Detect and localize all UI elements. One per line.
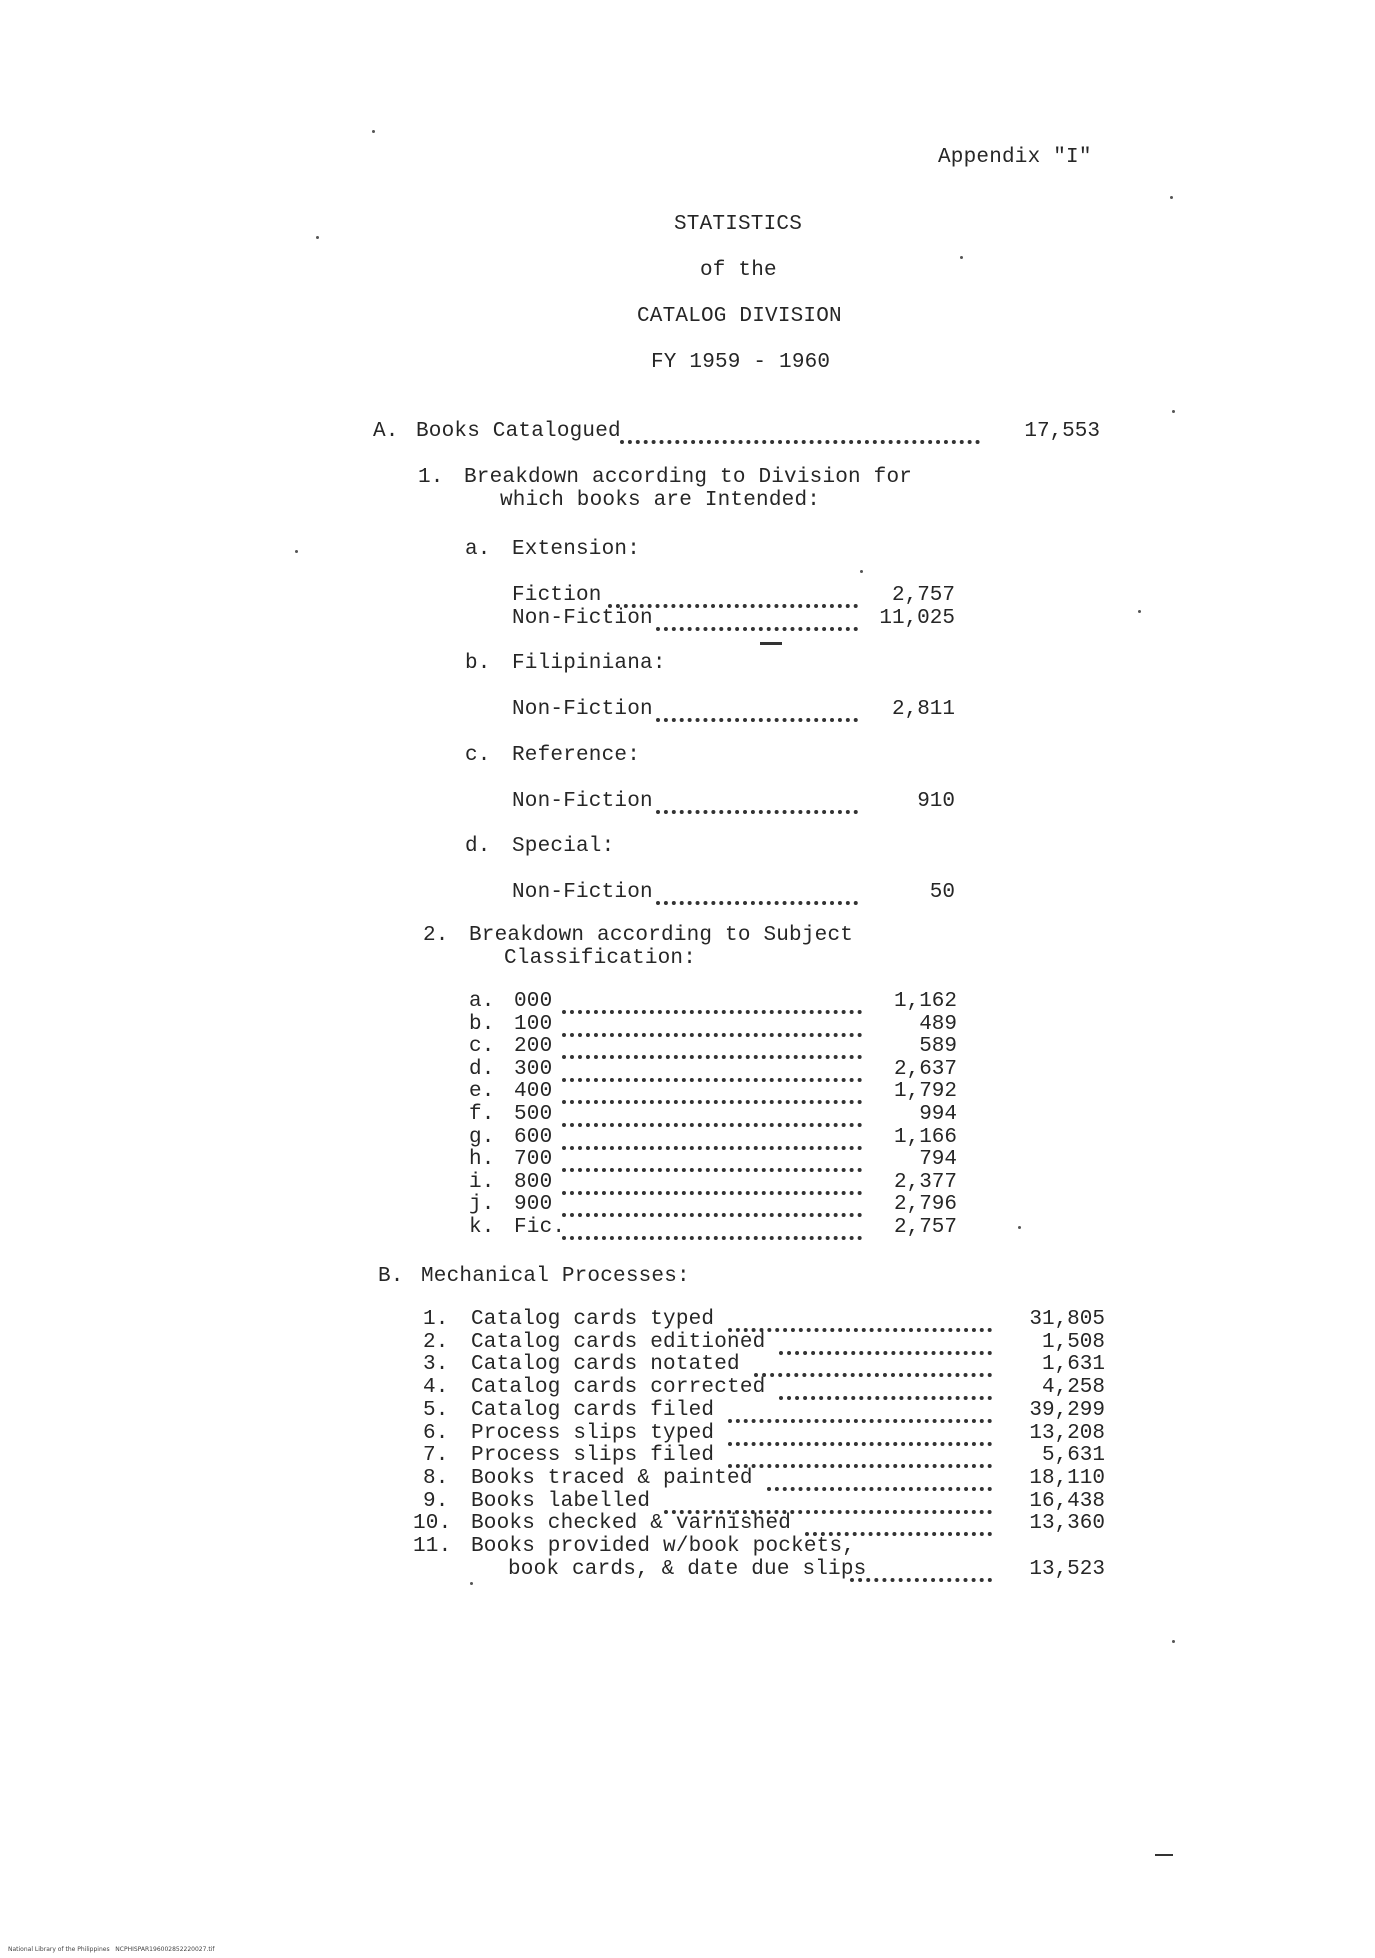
scan-speck	[1170, 196, 1173, 199]
group-item-value: 11,025	[879, 607, 955, 630]
group-item-leader	[656, 790, 858, 814]
subject-value: 2,796	[893, 1193, 957, 1217]
subject-letter: h.	[469, 1148, 495, 1172]
subject-letter: a.	[469, 990, 495, 1013]
group-name: Reference:	[512, 744, 641, 767]
process-value: 1,508	[1041, 1330, 1105, 1354]
appendix-label: Appendix "I"	[938, 146, 1092, 169]
process-label-line2: book cards, & date due slips	[508, 1558, 867, 1581]
subject-letter: j.	[469, 1193, 495, 1217]
subject-leader	[562, 990, 862, 1014]
process-label: Books provided w/book pockets,	[471, 1535, 856, 1558]
subject-label: 600	[514, 1125, 553, 1149]
process-leader	[779, 1376, 992, 1400]
subject-leader	[562, 1103, 862, 1127]
subject-value: 1,792	[893, 1080, 957, 1104]
part2-heading-1: Breakdown according to Subject	[469, 924, 854, 947]
process-leader	[754, 1353, 992, 1377]
group-item-value: 910	[917, 790, 955, 813]
process-label: Process slips typed	[471, 1421, 715, 1445]
process-value: 5,631	[1041, 1444, 1105, 1468]
footer-caption: National Library of the Philippines NCPHISPAR196002852220027.tif	[8, 1946, 215, 1953]
process-label: Catalog cards typed	[471, 1308, 715, 1331]
subject-letter: f.	[469, 1103, 495, 1126]
subject-value: 794	[919, 1148, 957, 1172]
subject-value: 1,162	[893, 990, 957, 1013]
process-label: Books labelled	[471, 1489, 651, 1513]
process-number: 9.	[423, 1489, 449, 1513]
group-letter: c.	[465, 744, 491, 767]
scan-speck	[1172, 1640, 1175, 1643]
subject-letter: c.	[469, 1035, 495, 1059]
process-leader	[767, 1467, 992, 1491]
process-value: 18,110	[1029, 1466, 1105, 1490]
part2-number: 2.	[423, 924, 449, 947]
process-number: 1.	[423, 1308, 449, 1331]
process-number: 11.	[413, 1535, 452, 1558]
group-letter: d.	[465, 835, 491, 858]
subject-value: 589	[919, 1035, 957, 1059]
subject-label: 300	[514, 1057, 553, 1081]
subject-label: 200	[514, 1035, 553, 1059]
group-item-leader	[656, 607, 858, 631]
process-leader	[728, 1308, 992, 1332]
process-number: 8.	[423, 1466, 449, 1490]
process-value: 1,631	[1041, 1353, 1105, 1377]
group-item-label: Non-Fiction	[512, 698, 653, 721]
subject-value: 489	[919, 1012, 957, 1036]
scan-speck	[470, 1582, 473, 1585]
process-leader	[728, 1399, 992, 1423]
process-leader	[728, 1422, 992, 1446]
section-a-label: Books Catalogued	[416, 420, 621, 443]
process-number: 5.	[423, 1398, 449, 1422]
process-label: Catalog cards corrected	[471, 1376, 766, 1400]
process-leader	[779, 1331, 992, 1355]
subject-letter: i.	[469, 1170, 495, 1194]
scan-speck	[1172, 410, 1175, 413]
subject-label: 700	[514, 1148, 553, 1172]
process-value: 39,299	[1029, 1398, 1105, 1422]
process-label: Catalog cards editioned	[471, 1330, 766, 1354]
subject-letter: k.	[469, 1216, 495, 1239]
process-label: Catalog cards notated	[471, 1353, 740, 1377]
subject-leader	[562, 1035, 862, 1059]
subject-value: 2,377	[893, 1170, 957, 1194]
title-line-3: CATALOG DIVISION	[637, 305, 842, 328]
process-label: Catalog cards filed	[471, 1398, 715, 1422]
process-leader	[728, 1444, 992, 1468]
group-item-label: Non-Fiction	[512, 607, 653, 630]
scan-mark	[760, 642, 782, 645]
group-item-leader	[656, 881, 858, 905]
group-item-leader	[608, 584, 858, 608]
subject-value: 2,757	[893, 1216, 957, 1239]
part1-heading-1: Breakdown according to Division for	[464, 466, 913, 489]
scan-mark	[1155, 1854, 1173, 1856]
subject-label: 500	[514, 1103, 553, 1126]
group-name: Filipiniana:	[512, 652, 666, 675]
subject-value: 994	[919, 1103, 957, 1126]
process-value: 16,438	[1029, 1489, 1105, 1513]
group-letter: a.	[465, 538, 491, 561]
process-leader	[805, 1512, 992, 1536]
process-number: 2.	[423, 1330, 449, 1354]
process-leader	[664, 1490, 992, 1514]
process-label: Books checked & varnished	[471, 1512, 792, 1536]
subject-leader	[562, 1013, 862, 1037]
subject-label: 800	[514, 1170, 553, 1194]
title-line-4: FY 1959 - 1960	[651, 351, 831, 374]
process-leader	[850, 1558, 992, 1582]
group-item-value: 2,811	[891, 698, 955, 721]
subject-leader	[562, 1193, 862, 1217]
section-a-leader	[620, 420, 980, 444]
group-letter: b.	[465, 652, 491, 675]
group-name: Extension:	[512, 538, 641, 561]
subject-letter: g.	[469, 1125, 495, 1149]
subject-letter: d.	[469, 1057, 495, 1081]
group-item-label: Non-Fiction	[512, 790, 653, 813]
scan-speck	[960, 256, 963, 259]
subject-label: 900	[514, 1193, 553, 1217]
subject-value: 2,637	[893, 1057, 957, 1081]
group-item-label: Non-Fiction	[512, 881, 653, 904]
process-label: Process slips filed	[471, 1444, 715, 1468]
title-line-2: of the	[700, 259, 777, 282]
title-line-1: STATISTICS	[674, 213, 803, 236]
process-number: 10.	[413, 1512, 452, 1536]
group-item-value: 50	[929, 881, 955, 904]
subject-label: 000	[514, 990, 553, 1013]
group-item-value: 2,757	[891, 584, 955, 607]
scan-speck	[1018, 1226, 1021, 1229]
part1-number: 1.	[418, 466, 444, 489]
subject-leader	[562, 1058, 862, 1082]
section-a-letter: A.	[373, 420, 399, 443]
scan-speck	[316, 236, 319, 239]
section-a-value: 17,553	[1024, 420, 1100, 443]
process-value: 31,805	[1029, 1308, 1105, 1331]
scan-speck	[860, 570, 863, 573]
subject-leader	[562, 1148, 862, 1172]
process-number: 4.	[423, 1376, 449, 1400]
process-number: 3.	[423, 1353, 449, 1377]
subject-leader	[562, 1216, 862, 1240]
part2-heading-2: Classification:	[504, 947, 697, 970]
subject-leader	[562, 1126, 862, 1150]
subject-letter: b.	[469, 1012, 495, 1036]
process-value: 13,208	[1029, 1421, 1105, 1445]
process-value: 13,360	[1029, 1512, 1105, 1536]
group-item-leader	[656, 698, 858, 722]
process-value: 4,258	[1041, 1376, 1105, 1400]
subject-value: 1,166	[893, 1125, 957, 1149]
group-item-label: Fiction	[512, 584, 602, 607]
scan-speck	[1138, 610, 1141, 613]
subject-label: 400	[514, 1080, 553, 1104]
process-number: 7.	[423, 1444, 449, 1468]
subject-label: 100	[514, 1012, 553, 1036]
subject-leader	[562, 1080, 862, 1104]
process-label: Books traced & painted	[471, 1466, 753, 1490]
process-value: 13,523	[1029, 1558, 1105, 1581]
section-b-label: Mechanical Processes:	[421, 1265, 690, 1288]
group-name: Special:	[512, 835, 615, 858]
process-number: 6.	[423, 1421, 449, 1445]
subject-leader	[562, 1171, 862, 1195]
scan-speck	[372, 130, 375, 133]
subject-label: Fic.	[514, 1216, 566, 1239]
subject-letter: e.	[469, 1080, 495, 1104]
part1-heading-2: which books are Intended:	[500, 489, 821, 512]
section-b-letter: B.	[378, 1265, 404, 1288]
scan-speck	[295, 550, 298, 553]
